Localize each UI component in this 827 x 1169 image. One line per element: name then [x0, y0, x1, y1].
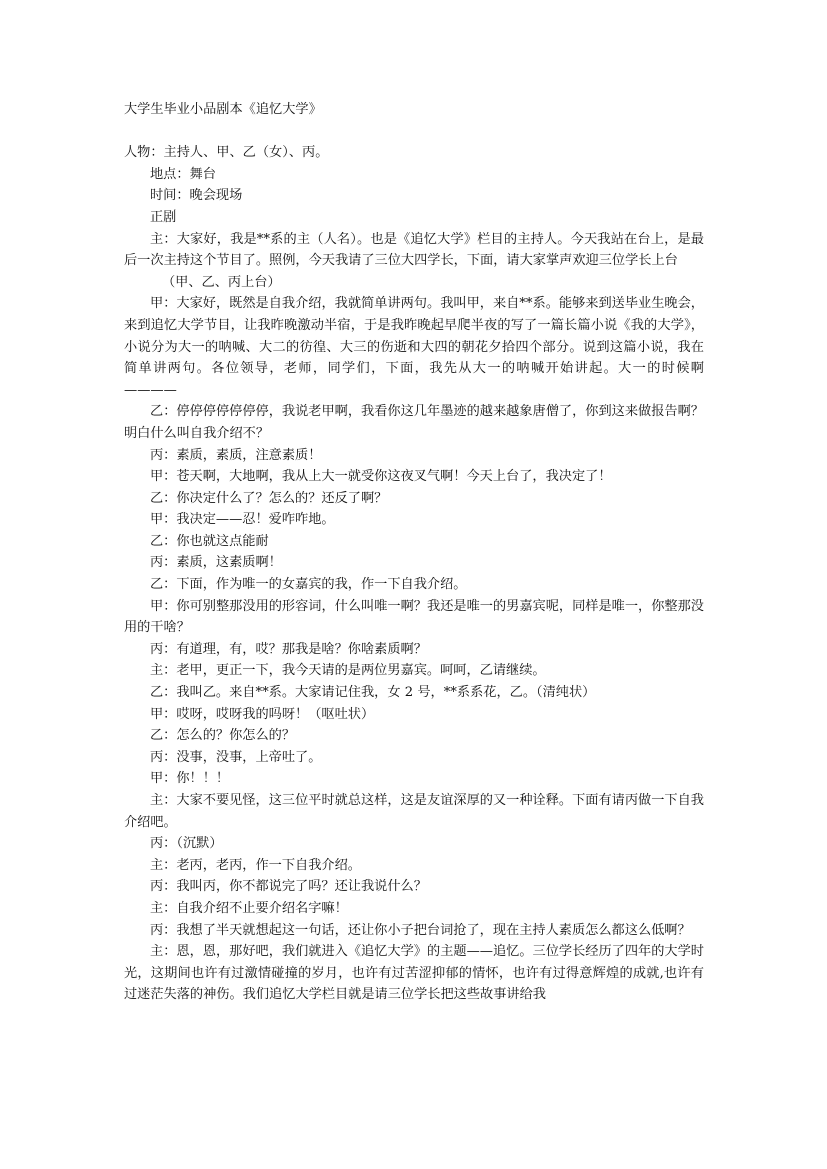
- dialogue-line: 甲：我决定——忍！爱咋咋地。: [150, 512, 335, 528]
- dialogue-line: 主：老甲，更正一下，我今天请的是两位男嘉宾。呵呵，乙请继续。: [150, 663, 546, 679]
- dialogue-line: 乙：我叫乙。来自**系。大家请记住我，女 2 号，**系系花，乙。（清纯状）: [150, 685, 596, 701]
- blank-line: [124, 121, 704, 143]
- dialogue-line: 乙：你也就这点能耐: [150, 533, 269, 549]
- dialogue-line: 丙：没事，没事，上帝吐了。: [150, 749, 322, 765]
- dialogue-line: 丙：素质，素质，注意素质！: [150, 447, 322, 463]
- section-heading: 正剧: [150, 209, 177, 225]
- document-title: 大学生毕业小品剧本《追忆大学》: [124, 102, 322, 117]
- dialogue-line: 丙：（沉默）: [150, 836, 223, 852]
- dialogue-paragraph: 主：大家好，我是**系的主（人名）。也是《追忆大学》栏目的主持人。今天我站在台上，是最后一次主持这个节目了。照例，今天我请了三位大四学长，下面，请大家掌声欢迎三位学长上台: [124, 231, 704, 269]
- dialogue-line: 主：自我介绍不止要介绍名字嘛！: [150, 900, 348, 916]
- script-body: [124, 229, 704, 1006]
- dialogue-line: 甲：哎呀，哎呀我的吗呀！（呕吐状）: [150, 706, 375, 722]
- dialogue-paragraph: 甲：你可别整那没用的形容词，什么叫唯一啊？我还是唯一的男嘉宾呢，同样是唯一，你整那没用的干啥？: [124, 598, 704, 636]
- dialogue-paragraph: 主：恩，恩，那好吧，我们就进入《追忆大学》的主题——追忆。三位学长经历了四年的大学时光，这期间也许有过激情碰撞的岁月，也许有过苦涩抑郁的情怀，也许有过得意辉煌的成就,也许有过迷茫失落的神伤。我们追忆大学栏目就是请三位学长把这些故事讲给我: [124, 944, 704, 1003]
- document-body: [124, 99, 704, 1006]
- dialogue-line: 丙：我叫丙，你不都说完了吗？还让我说什么？: [150, 879, 427, 895]
- dialogue-paragraph: 乙：停停停停停停停，我说老甲啊，我看你这几年墨迹的越来越象唐僧了，你到这来做报告啊？明白什么叫自我介绍不？: [124, 404, 704, 441]
- dialogue-paragraph: 甲：大家好，既然是自我介绍，我就简单讲两句。我叫甲，来自**系。能够来到送毕业生晚会，来到追忆大学节目，让我昨晚激动半宿，于是我昨晚起早爬半夜的写了一篇长篇小说《我的大学》，小说分为大一的呐喊、大二的彷徨、大三的伤逝和大四的朝花夕拾四个部分。说到这篇小说，我在简单讲两句。各位领导，老师，同学们，下面，我先从大一的呐喊开始讲起。大一的时候啊————: [124, 296, 704, 398]
- dialogue-line: 乙：怎么的？你怎么的？: [150, 728, 296, 744]
- dialogue-paragraph: 丙：我想了半天就想起这一句话，还让你小子把台词抢了，现在主持人素质怎么都这么低啊？: [150, 922, 691, 938]
- dialogue-line: 丙：有道理，有，哎？那我是啥？你啥素质啊？: [150, 641, 427, 657]
- dialogue-line: 主：老丙，老丙，作一下自我介绍。: [150, 857, 361, 873]
- location-line: 地点：舞台: [150, 166, 216, 182]
- dialogue-line: 甲：苍天啊，大地啊，我从上大一就受你这夜叉气啊！今天上台了，我决定了！: [150, 469, 612, 485]
- dialogue-line: 丙：素质，这素质啊！: [150, 555, 282, 571]
- dialogue-line: 乙：你决定什么了？怎么的？还反了啊？: [150, 490, 388, 506]
- characters-line: 人物：主持人、甲、乙（女）、丙。: [124, 145, 329, 161]
- time-line: 时间：晚会现场: [150, 188, 243, 204]
- dialogue-line: 甲：你！！！: [150, 771, 230, 787]
- dialogue-paragraph: 主：大家不要见怪，这三位平时就总这样，这是友谊深厚的又一种诠释。下面有请丙做一下自我介绍吧。: [124, 793, 704, 830]
- dialogue-line: 乙：下面，作为唯一的女嘉宾的我，作一下自我介绍。: [150, 577, 467, 593]
- stage-direction: （甲、乙、丙上台）: [162, 274, 281, 290]
